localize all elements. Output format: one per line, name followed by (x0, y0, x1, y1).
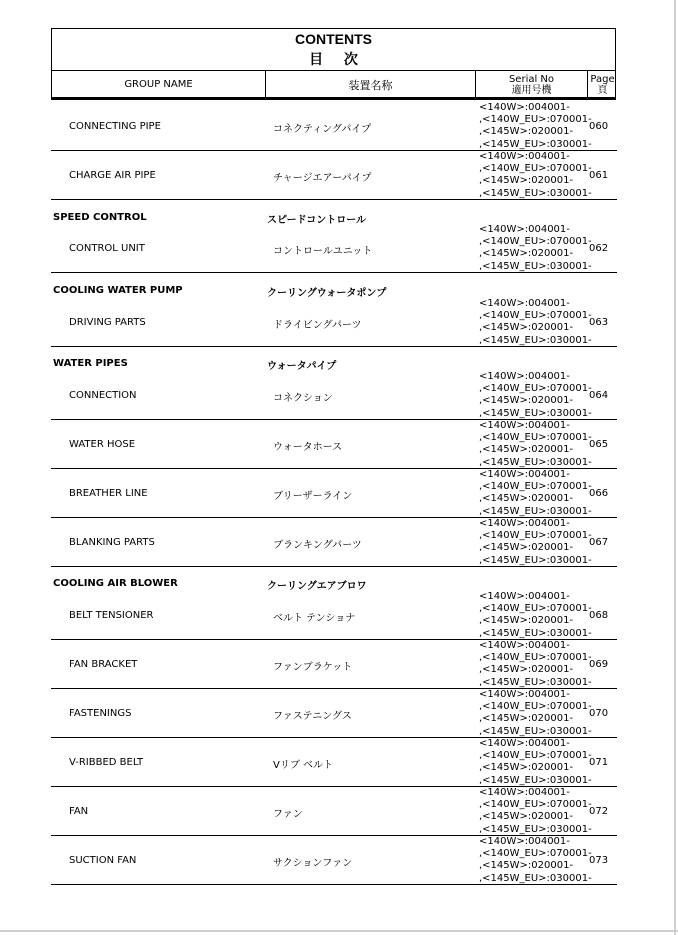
title-english: CONTENTS (295, 31, 372, 47)
serial-numbers: <140W>:004001- ,<140W_EU>:070001- ,<145W>:020001- ,<145W_EU>:030001- (479, 224, 592, 272)
device-name-jp: ファンブラケット (273, 662, 353, 673)
header-divider (52, 70, 615, 71)
group-name: SUCTION FAN (69, 855, 137, 866)
section-title-en: COOLING AIR BLOWER (53, 578, 178, 589)
table-row (51, 786, 617, 836)
column-header-device-name: 装置名称 (348, 79, 393, 92)
column-header-group-name: GROUP NAME (124, 79, 193, 90)
table-row (51, 468, 617, 518)
group-name: DRIVING PARTS (69, 317, 146, 328)
table-row (51, 517, 617, 567)
device-name-jp: ドライビングパーツ (273, 320, 362, 331)
serial-header-en: Serial No (508, 74, 555, 85)
page-number: 064 (589, 390, 609, 401)
page-number: 071 (589, 757, 609, 768)
table-row (51, 590, 617, 640)
section-title-jp: スピードコントロール (267, 215, 366, 226)
page-number: 068 (589, 610, 609, 621)
serial-numbers: <140W>:004001- ,<140W_EU>:070001- ,<145W>:020001- ,<145W_EU>:030001- (479, 738, 592, 786)
column-header-page (588, 74, 617, 96)
table-row (51, 419, 617, 469)
section-title-en: SPEED CONTROL (53, 212, 147, 223)
page-number: 062 (589, 243, 609, 254)
page-edge-right (674, 0, 676, 935)
row-divider (51, 566, 617, 567)
row-divider (51, 272, 617, 273)
device-name-jp: コントロールユニット (273, 246, 373, 257)
serial-numbers: <140W>:004001- ,<140W_EU>:070001- ,<145W>:020001- ,<145W_EU>:030001- (479, 151, 592, 199)
serial-numbers: <140W>:004001- ,<140W_EU>:070001- ,<145W>:020001- ,<145W_EU>:030001- (479, 298, 592, 346)
serial-numbers: <140W>:004001- ,<140W_EU>:070001- ,<145W>:020001- ,<145W_EU>:030001- (479, 787, 592, 835)
section-title-jp: クーリングエアブロワ (267, 581, 367, 592)
serial-numbers: <140W>:004001- ,<140W_EU>:070001- ,<145W>:020001- ,<145W_EU>:030001- (479, 640, 592, 688)
serial-numbers: <140W>:004001- ,<140W_EU>:070001- ,<145W>:020001- ,<145W_EU>:030001- (479, 836, 592, 884)
page-number: 063 (589, 317, 609, 328)
section-title-jp: ウォータパイプ (267, 361, 337, 372)
group-name: BREATHER LINE (69, 488, 148, 499)
page-number: 072 (589, 806, 609, 817)
section-title-en: WATER PIPES (53, 358, 128, 369)
table-row (51, 223, 617, 273)
device-name-jp: ベルト テンショナ (273, 613, 356, 624)
device-name-jp: コネクション (273, 393, 333, 404)
serial-numbers: <140W>:004001- ,<140W_EU>:070001- ,<145W>:020001- ,<145W_EU>:030001- (479, 469, 592, 517)
page-number: 073 (589, 855, 609, 866)
serial-header-jp: 適用号機 (511, 85, 552, 96)
table-row (51, 101, 617, 151)
device-name-jp: ウォータホース (273, 442, 343, 453)
group-name: CONTROL UNIT (69, 243, 145, 254)
group-name: WATER HOSE (69, 439, 136, 450)
device-name-jp: チャージエアーパイプ (273, 173, 372, 184)
contents-header (51, 28, 616, 98)
title-japanese: 目 次 (309, 52, 366, 68)
device-name-jp: コネクティングパイプ (273, 124, 372, 135)
page-number: 065 (589, 439, 609, 450)
row-divider (51, 346, 617, 347)
page-number: 060 (589, 121, 609, 132)
table-row (51, 835, 617, 885)
device-name-jp: サクションファン (273, 858, 353, 869)
group-name: BLANKING PARTS (69, 537, 155, 548)
device-name-jp: ブリーザーライン (273, 491, 353, 502)
table-row (51, 370, 617, 420)
page-edge-bottom (0, 930, 678, 932)
table-row (51, 737, 617, 787)
table-row (51, 639, 617, 689)
serial-numbers: <140W>:004001- ,<140W_EU>:070001- ,<145W>:020001- ,<145W_EU>:030001- (479, 102, 592, 150)
serial-numbers: <140W>:004001- ,<140W_EU>:070001- ,<145W>:020001- ,<145W_EU>:030001- (479, 689, 592, 737)
column-header-serial (476, 74, 587, 96)
device-name-jp: ファステニングス (273, 711, 352, 722)
page-number: 066 (589, 488, 609, 499)
table-row (51, 150, 617, 200)
group-name: FAN (69, 806, 89, 817)
serial-numbers: <140W>:004001- ,<140W_EU>:070001- ,<145W>:020001- ,<145W_EU>:030001- (479, 420, 592, 468)
group-name: BELT TENSIONER (69, 610, 154, 621)
page-number: 067 (589, 537, 609, 548)
group-name: CONNECTING PIPE (69, 121, 161, 132)
section-title-en: COOLING WATER PUMP (53, 285, 183, 296)
device-name-jp: Vリブ ベルト (273, 760, 334, 771)
table-row (51, 297, 617, 347)
group-name: CHARGE AIR PIPE (69, 170, 156, 181)
group-name: CONNECTION (69, 390, 137, 401)
group-name: V-RIBBED BELT (69, 757, 144, 768)
device-name-jp: ファン (273, 809, 303, 820)
device-name-jp: ブランキングパーツ (273, 540, 362, 551)
page-number: 061 (589, 170, 609, 181)
page-header-jp: 頁 (597, 85, 608, 96)
group-name: FASTENINGS (69, 708, 132, 719)
serial-numbers: <140W>:004001- ,<140W_EU>:070001- ,<145W>:020001- ,<145W_EU>:030001- (479, 591, 592, 639)
header-bottom-rule (51, 98, 616, 100)
section-title-jp: クーリングウォータポンプ (267, 288, 387, 299)
group-name: FAN BRACKET (69, 659, 138, 670)
serial-numbers: <140W>:004001- ,<140W_EU>:070001- ,<145W>:020001- ,<145W_EU>:030001- (479, 518, 592, 566)
page-header-en: Page (590, 74, 615, 85)
page-number: 069 (589, 659, 609, 670)
table-row (51, 688, 617, 738)
serial-numbers: <140W>:004001- ,<140W_EU>:070001- ,<145W>:020001- ,<145W_EU>:030001- (479, 371, 592, 419)
row-divider (51, 199, 617, 200)
row-divider (51, 884, 617, 885)
page-number: 070 (589, 708, 609, 719)
